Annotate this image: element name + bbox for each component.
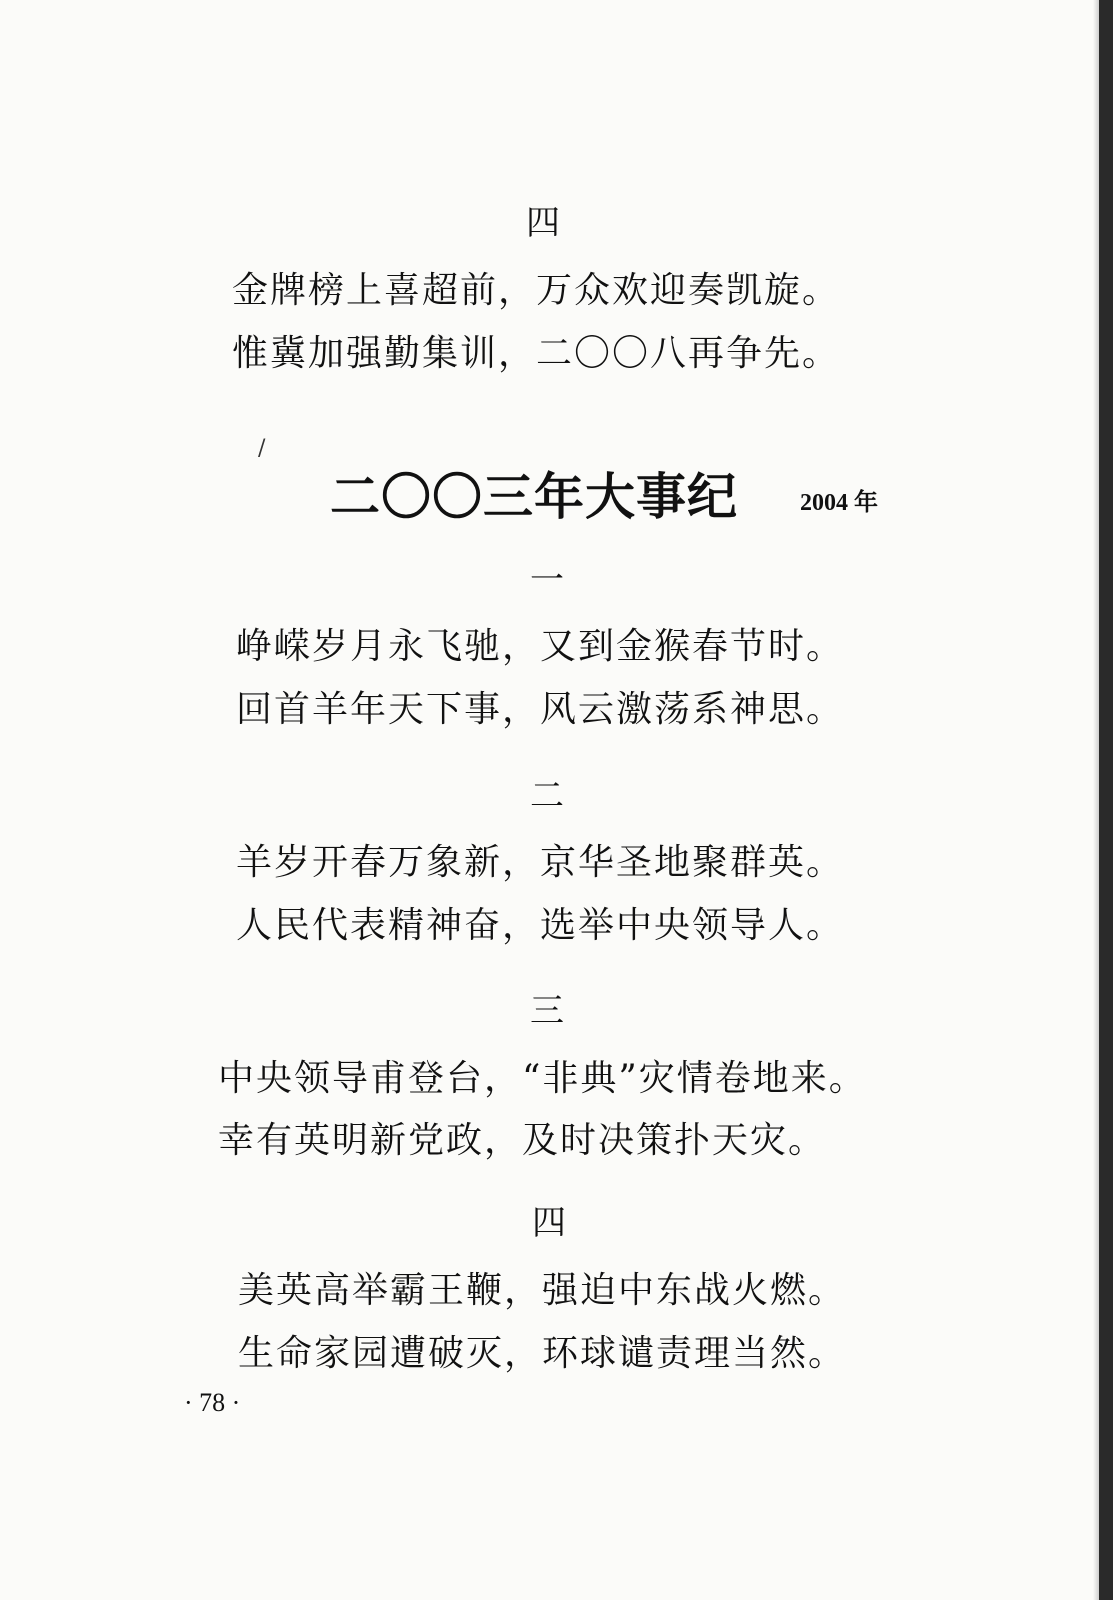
prev-verse-line-2: 惟冀加强勤集训，二〇〇八再争先。	[232, 333, 841, 374]
section-number-1: 一	[530, 560, 564, 600]
verse-line: 中央领导甫登台，“非典”灾情卷地来。	[218, 1058, 867, 1099]
verse-line: 羊岁开春万象新，京华圣地聚群英。	[236, 842, 845, 883]
poem-title: 二〇〇三年大事纪	[330, 467, 738, 526]
page-number: · 78 ·	[184, 1388, 241, 1417]
page-edge	[1099, 0, 1113, 1600]
section-number-2: 二	[530, 776, 564, 816]
verse-line: 人民代表精神奋，选举中央领导人。	[236, 905, 845, 946]
verse-line: 生命家园遭破灭，环球谴责理当然。	[238, 1333, 847, 1374]
verse-line: 幸有英明新党政，及时决策扑天灾。	[218, 1120, 827, 1161]
poem-year: 2004 年	[800, 490, 878, 516]
section-number-3: 三	[530, 991, 564, 1031]
section-number-4: 四	[532, 1203, 566, 1243]
prev-section-number: 四	[526, 203, 560, 243]
verse-line: 回首羊年天下事，风云激荡系神思。	[236, 689, 845, 730]
prev-verse-line-1: 金牌榜上喜超前，万众欢迎奏凯旋。	[232, 270, 841, 311]
verse-line: 峥嵘岁月永飞驰，又到金猴春节时。	[236, 626, 845, 667]
verse-line: 美英高举霸王鞭，强迫中东战火燃。	[238, 1270, 847, 1311]
stray-mark: /	[258, 436, 266, 461]
